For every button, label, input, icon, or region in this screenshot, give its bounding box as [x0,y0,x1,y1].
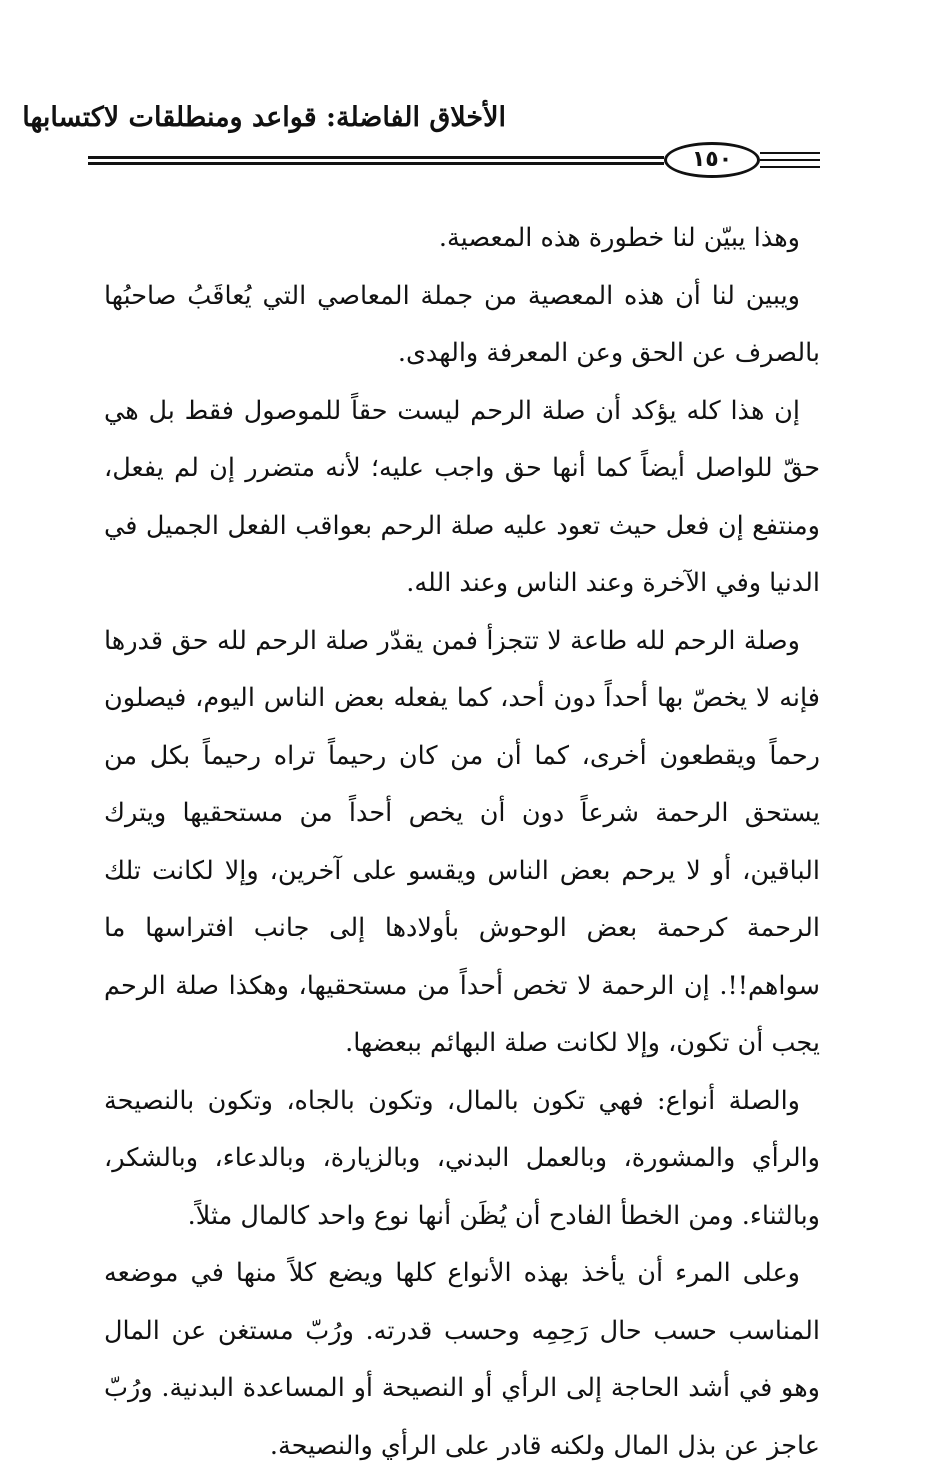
page-number-badge: ١٥٠ [664,142,760,178]
paragraph: وهذا يبيّن لنا خطورة هذه المعصية. [438,223,800,253]
header-rule-line-right [760,166,820,168]
header-rule-line [88,162,664,165]
running-header-title: الأخلاق الفاضلة: قواعد ومنطلقات لاكتسابها [22,102,506,133]
paragraph: والصلة أنواع: فهي تكون بالمال، وتكون بالجاه، وتكون بالنصيحة والرأي والمشورة، وبالعمل البدني، وبالزيارة، وبالدعاء، وبالشكر، وبالثناء. ومن الخطأ الفادح أن يُظَن أنها نوع واحد كالمال مثلاً. [104,1085,820,1231]
paragraph: ويبين لنا أن هذه المعصية من جملة المعاصي التي يُعاقَبُ صاحبُها بالصرف عن الحق وعن المعرفة والهدى. [104,280,820,368]
paragraph: وصلة الرحم لله طاعة لا تتجزأ فمن يقدّر صلة الرحم لله حق قدرها فإنه لا يخصّ بها أحداً دون أحد، كما يفعله بعض الناس اليوم، فيصلون رحماً ويقطعون أخرى، كما أن من كان رحيماً تراه رحيماً بكل من يستحق الرحمة شرعاً دون أن يخص أحداً من مستحقيها ويترك الباقين، أو لا يرحم بعض الناس ويقسو على آخرين، وإلا لكانت تلك الرحمة كرحمة بعض الوحوش بأولادها إلى جانب افتراسها ما سواهم!!. إن الرحمة لا تخص أحداً من مستحقيها، وهكذا صلة الرحم يجب أن تكون، وإلا لكانت صلة البهائم ببعضها. [104,625,820,1058]
header-rule-line-right [760,152,820,154]
header-rule-line [88,156,664,159]
page-body [104,210,820,1475]
paragraph: إن هذا كله يؤكد أن صلة الرحم ليست حقاً للموصول فقط بل هي حقّ للواصل أيضاً كما أنها حق واجب عليه؛ لأنه متضرر إن لم يفعل، ومنتفع إن فعل حيث تعود عليه صلة الرحم بعواقب الفعل الجميل في الدنيا وفي الآخرة وعند الناس وعند الله. [104,395,820,598]
paragraph: وعلى المرء أن يأخذ بهذه الأنواع كلها ويضع كلاً منها في موضعه المناسب حسب حال رَحِمِه وحسب قدرته. ورُبّ مستغن عن المال وهو في أشد الحاجة إلى الرأي أو النصيحة أو المساعدة البدنية. ورُبّ عاجز عن بذل المال ولكنه قادر على الرأي والنصيحة. [104,1258,820,1461]
header-rule-line-right [760,159,820,161]
